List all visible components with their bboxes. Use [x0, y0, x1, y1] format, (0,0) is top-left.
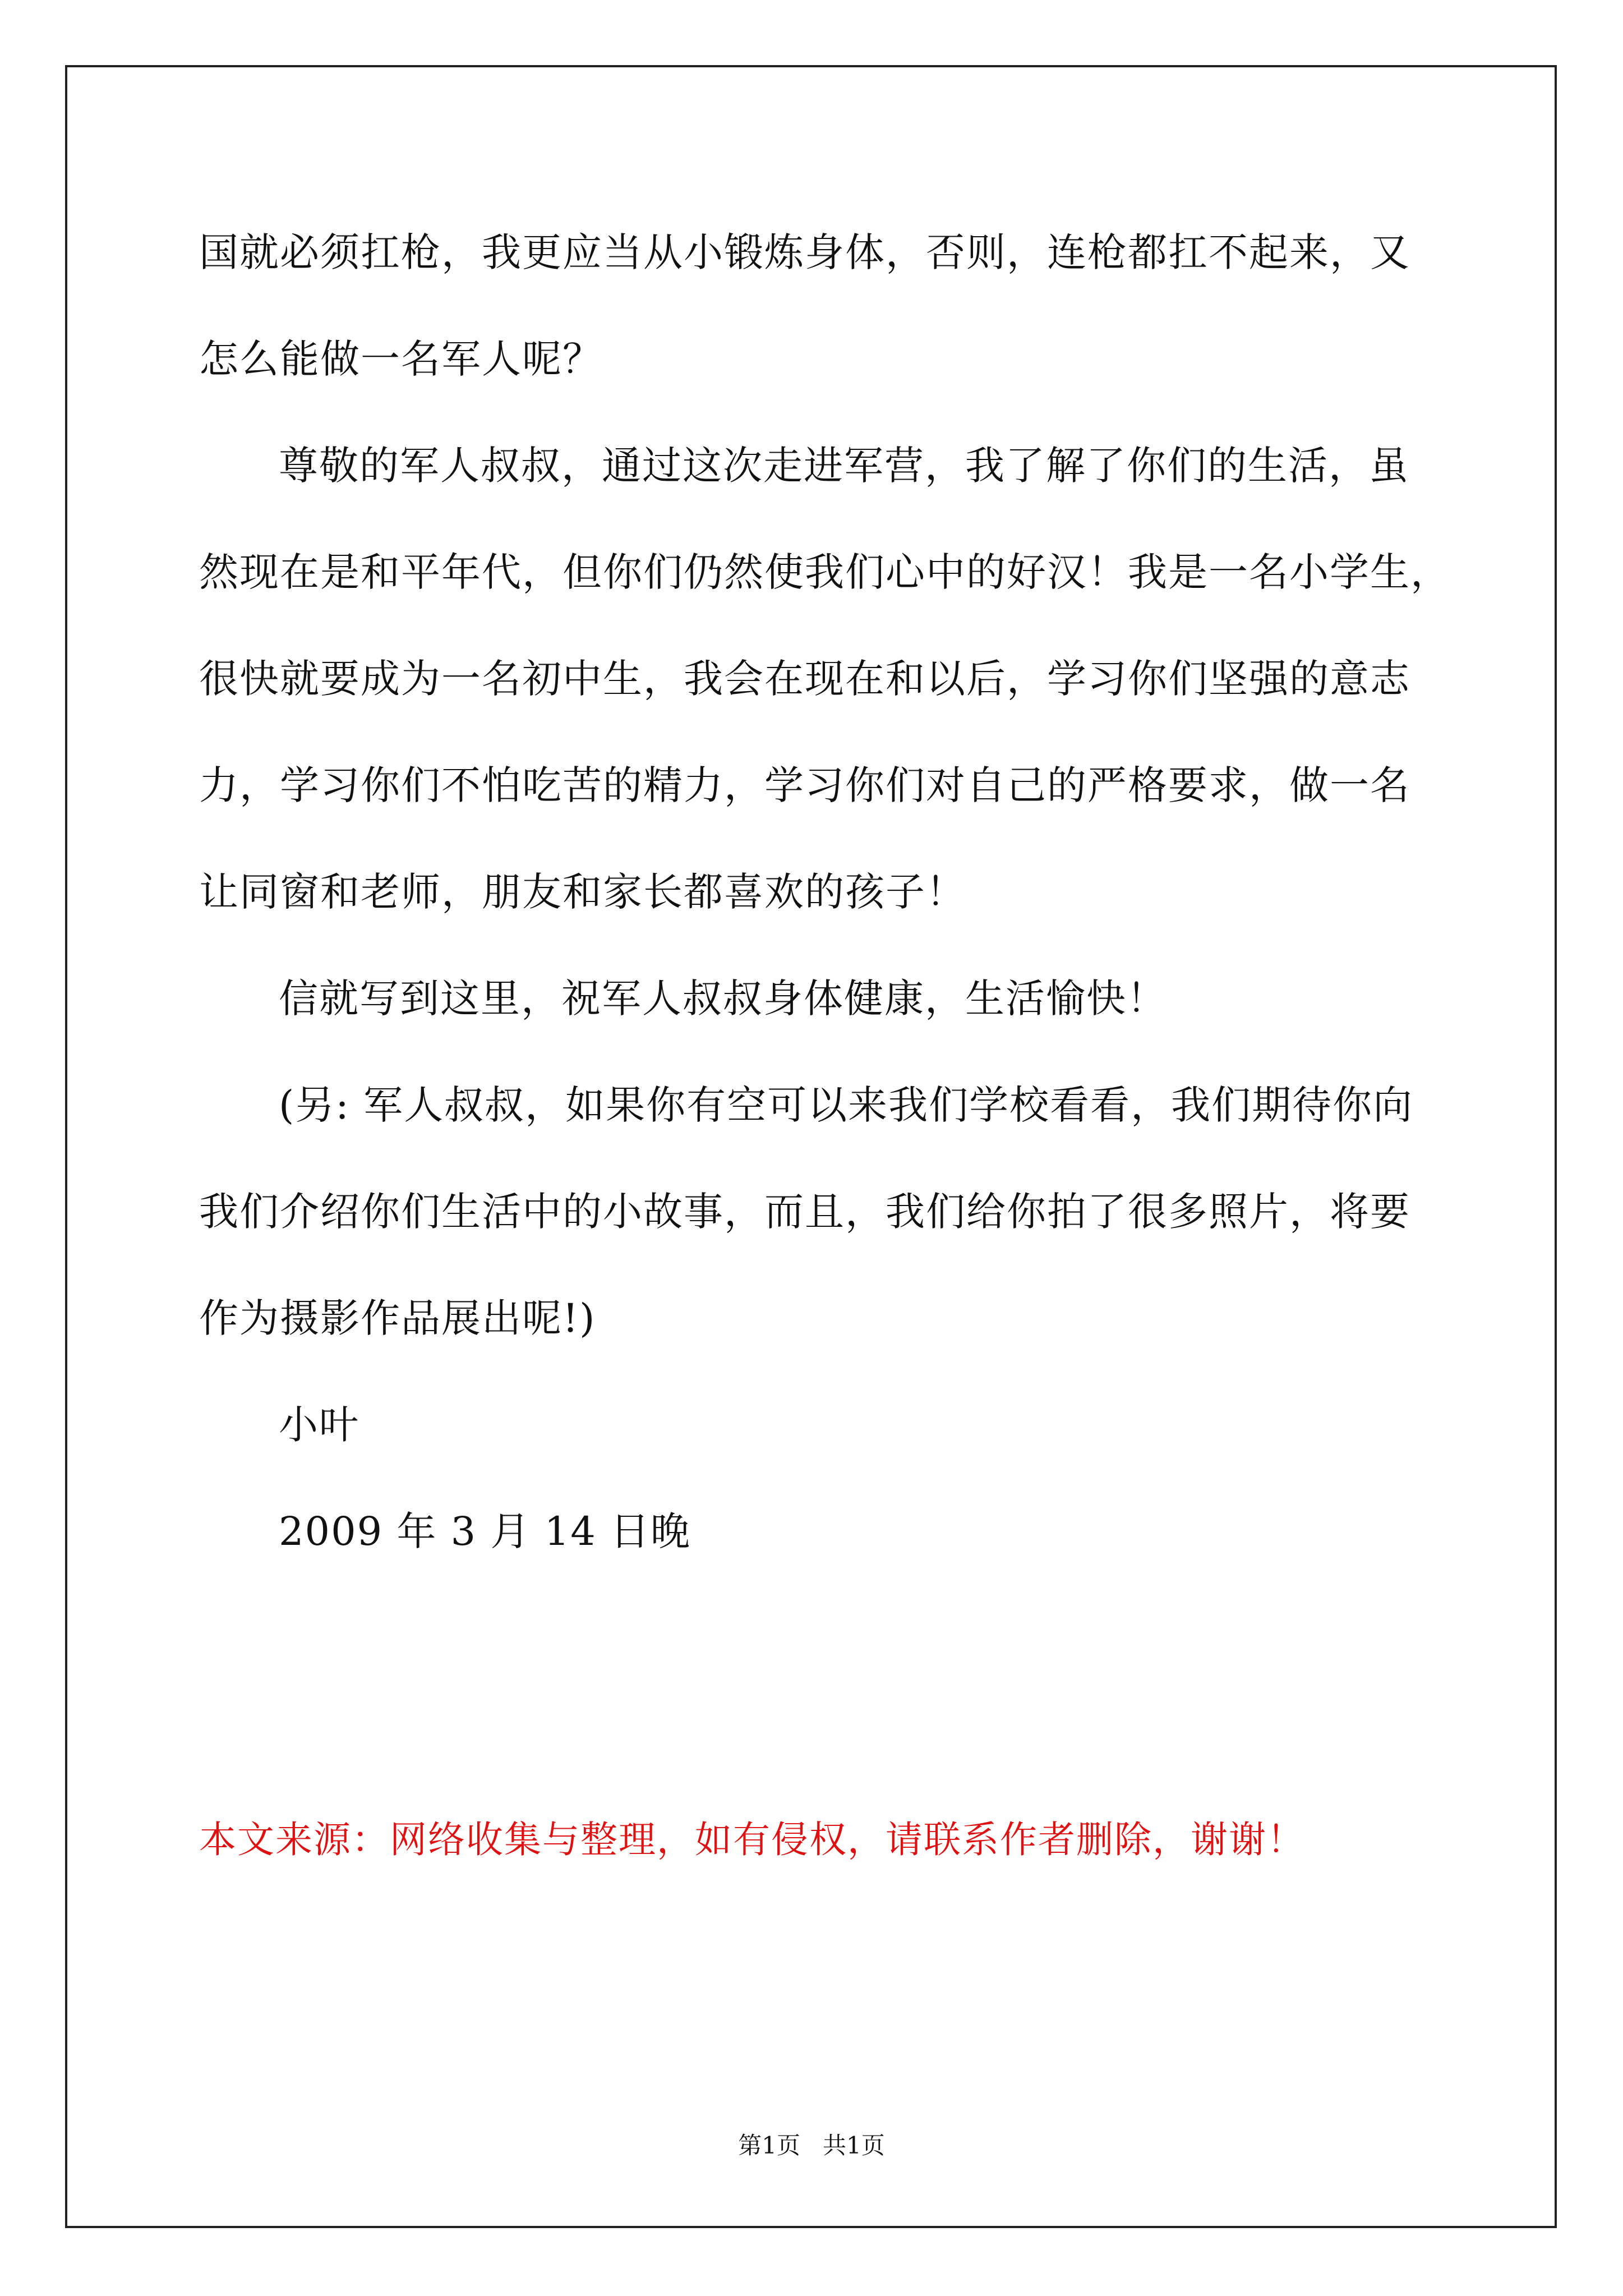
body-line-6: 力，学习你们不怕吃苦的精力，学习你们对自己的严格要求，做一名: [199, 762, 1410, 808]
date-line: 2009 年 3 月 14 日晚: [279, 1508, 691, 1554]
body-line-10: 我们介绍你们生活中的小故事，而且，我们给你拍了很多照片，将要: [199, 1189, 1410, 1235]
body-line-11: 作为摄影作品展出呢!): [199, 1295, 596, 1341]
page-border: [65, 65, 1557, 2228]
signature: 小叶: [279, 1402, 359, 1448]
body-line-3: 尊敬的军人叔叔，通过这次走进军营，我了解了你们的生活，虽: [279, 443, 1409, 489]
source-note: 本文来源：网络收集与整理，如有侵权，请联系作者删除，谢谢！: [199, 1818, 1305, 1861]
body-line-1: 国就必须扛枪，我更应当从小锻炼身体，否则，连枪都扛不起来，又: [199, 229, 1410, 275]
page-footer: 第1页 共1页: [738, 2132, 885, 2159]
body-line-9: (另: 军人叔叔，如果你有空可以来我们学校看看，我们期待你向: [279, 1082, 1414, 1128]
body-line-8: 信就写到这里，祝军人叔叔身体健康，生活愉快！: [279, 976, 1167, 1022]
body-line-7: 让同窗和老师，朋友和家长都喜欢的孩子！: [199, 869, 966, 915]
body-line-2: 怎么能做一名军人呢？: [199, 336, 603, 382]
body-line-4: 然现在是和平年代，但你们仍然使我们心中的好汉！我是一名小学生，: [199, 549, 1451, 595]
body-line-5: 很快就要成为一名初中生，我会在现在和以后，学习你们坚强的意志: [199, 656, 1410, 702]
